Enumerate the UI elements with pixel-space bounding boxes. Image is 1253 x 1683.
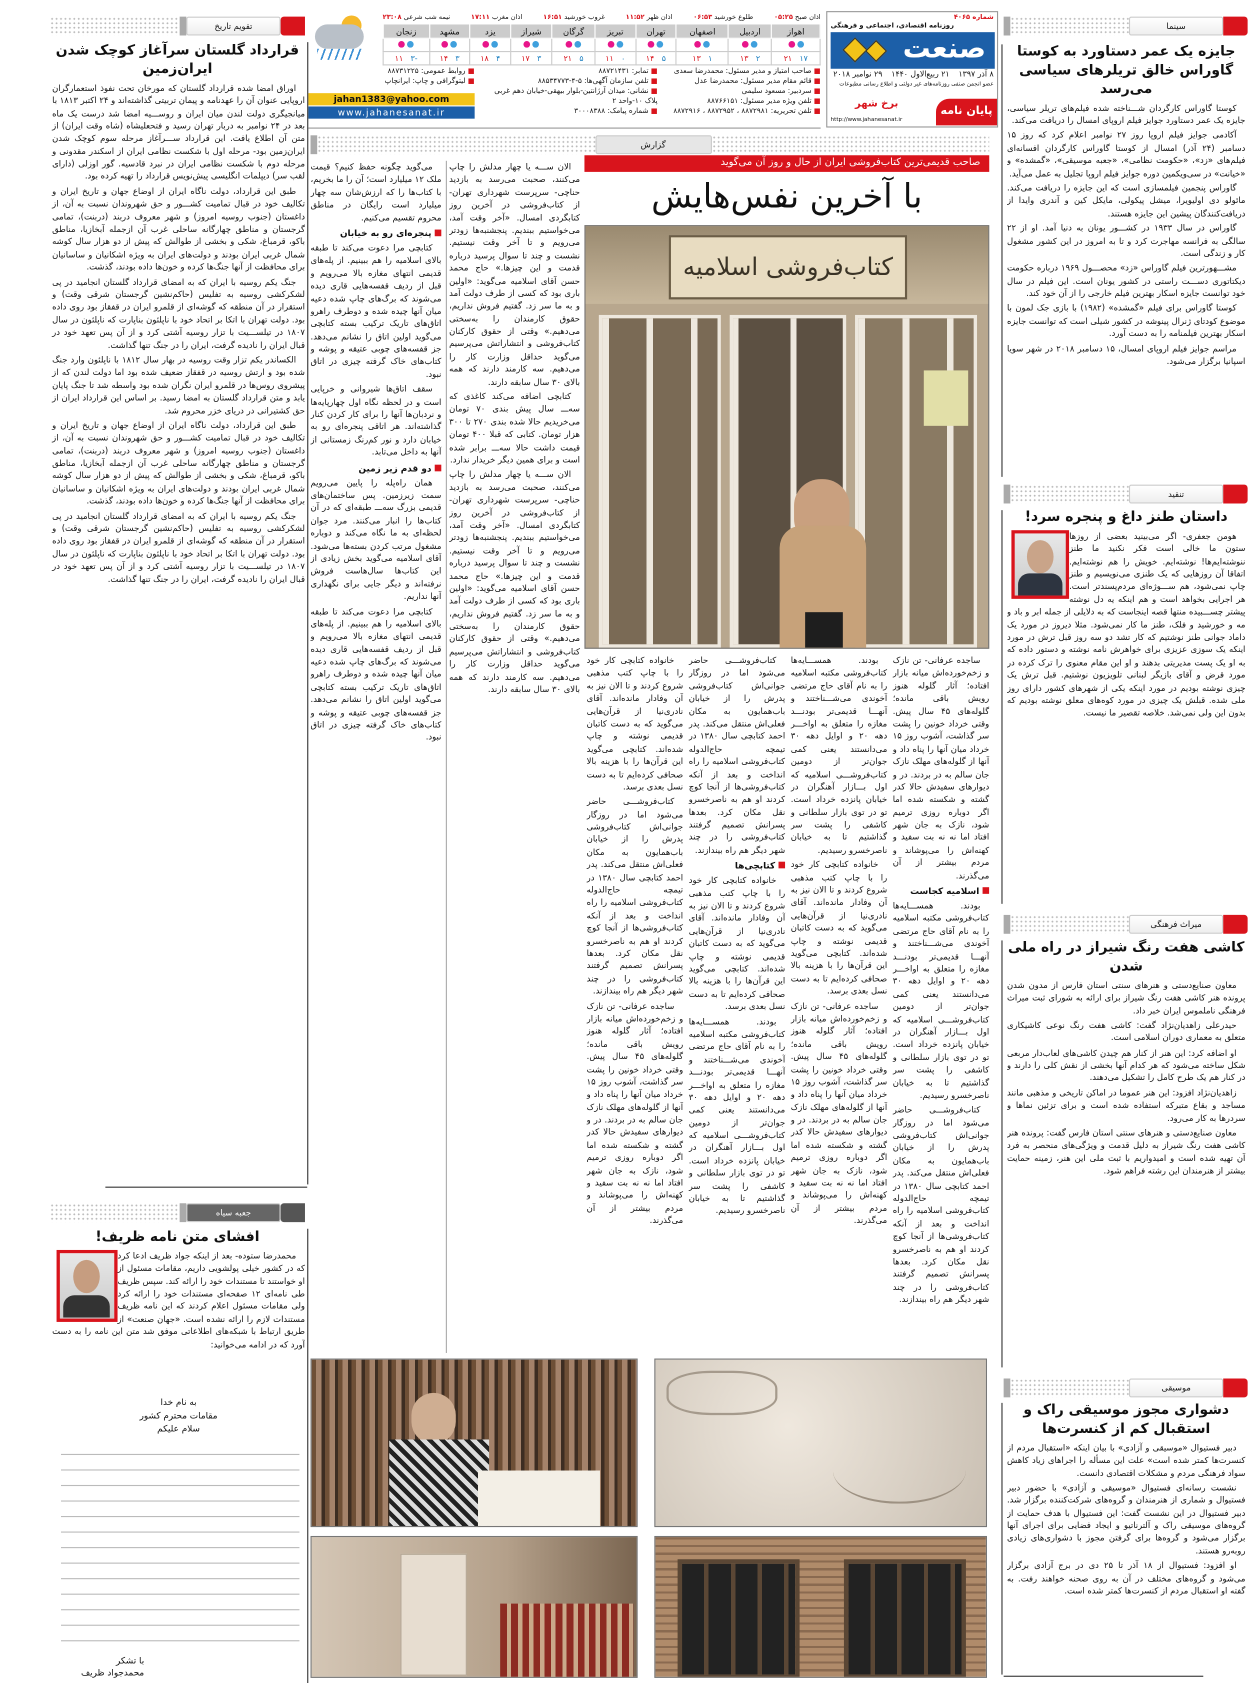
tagline: روزنامه اقتصادی، اجتماعی و فرهنگی: [830, 22, 954, 30]
sun-icon: [524, 40, 531, 47]
blank-letter-lines: [61, 1439, 299, 1641]
section-tab-cinema: [1004, 17, 1248, 36]
section-tab-music: [1004, 1378, 1248, 1397]
contact-box-2: ■ روابط عمومی: ۸۸۷۳۱۲۲۵ ■ لیتوگرافی و چاپ: ایرانچاپ: [308, 67, 474, 87]
letter-signature: با تشکر محمدجواد ظریف: [80, 1655, 145, 1679]
satire-headline: داستان طنز داغ و پنجره سرد!: [1024, 507, 1228, 525]
subheading: دو قدم زیر زمین: [311, 462, 442, 475]
sun-icon: [742, 40, 749, 47]
report-headline: با آخرین نفس‌هایش: [651, 177, 923, 217]
heritage-article-block: [1007, 938, 1245, 1367]
snow-icon: [532, 40, 539, 47]
weather-icons: [383, 38, 429, 51]
license-note: عضو انجمن صنفی روزنامه‌های غیر دولتی و اطلاع رسانی مطبوعات: [839, 80, 994, 88]
weather-icons: [729, 38, 772, 51]
section-tab-blackbox: [50, 1203, 305, 1222]
section-tab-satire: [1004, 485, 1248, 504]
satire-article: هومن جعفری- اگر می‌بینید بعضی از روزها ستون ما خالی است فکر نکنید ما طنز ننوشته‌ایم‌ها! نوشته‌ایم. خویش را هم نوشته‌ایم. اتفاقا آن روزهایی که یک طنزی می‌نویسیم و طنز چاپ نمی‌شود، هم ســـوژه‌ای مردم‌پسندتر است. هر اجرایی بخواهد است و هم اینکه یه دل نوشته پیشتر چســـبیده منتها قصه اینجاست که به دلایلی از جمله ابر و باد و مه و خورشید و فلک، طنز ما کار نمی‌شود. مثلا دیروز در مورد یک داماد جوانی طنز نوشتیم که کار تشد دو سه روز قبل ترش در مورد اینکه یک سوزی عزیزی برای خواهرش نامه نوشته و دستور داده که به او یک پست مدیریتی بدهند و او این مقام معنوی را ترک کرده در مورد قرض و آقای بازیگر لبنانی تلویزیون نوشتیم. قبل ترش یک چیزی نوشته بودیم در مورد اینکه یکی از شهرهای کشور دارای روز ملی شده. قبلش یک چیزی در مورد کوه‌های معلق نوشته بودیم که بدون این ولی نمی‌شد. خلاصه تقصیر ما نیست.: [1006, 531, 1246, 718]
sun-icon: [483, 40, 490, 47]
report-column-6: خانواده کتابچی کار خود را با چاپ کتب مذهبی شروع کردند و تا الان نیز به آن وفادار مانده‌اند. آقای نادری‌نیا از قرآن‌هایی می‌گوید که به دست کاتبان قدیمی نوشته و چاپ شده‌اند. کتابچی می‌گوید این قرآن‌ها را با هزینه بالا صحافی کرده‌ایم تا به دست نسل بعدی برسد. کتاب‌فروشـــی حاضر می‌شود اما در روزگار جوانی‌اش کتاب‌فروشی پدرش را از خیابان باب‌همایون به مکان فعلی‌اش منتقل می‌کند. پدر احمد کتابچی سال ۱۳۸۰ در تیمچه حاج‌الدوله کتاب‌فروشی اسلامیه را راه انداخت و بعد از آنکه کتاب‌فروشی‌ها از آنجا کوچ کردند او هم به ناصرخسرو نقل مکان کرد. بعدها پسرانش تصمیم گرفتند کتاب‌فروشی را در چند شهر دیگر هم راه بیندازند. ساجده عرفانی- تن نازک و زخم‌خورده‌اش میانه بازار افتاده؛ آثار گلوله هنوز رویش باقی مانده؛ گلوله‌های ۴۵ سال پیش. وقتی خرداد خونین را پشت سر گذاشت، آشوب روز ۱۵ خرداد میان آنها را پناه داد و آنها از گلوله‌های مهلک نازک جان سالم به در بردند. در و دیوارهای سفیدش حالا کدر گشته و شکسته شده اما اگر دوباره روزی ترمیم شود، نازک به جان شهر افتاد اما نه نه بت سفید و کهنه‌اش را می‌پوشاند و مردم بیشتر از آن می‌گذرند.: [586, 655, 684, 1226]
storage-room-photo: [311, 1536, 638, 1678]
history-article-block: [50, 41, 305, 1184]
issue-number: شماره ۴۰۶۵: [953, 13, 994, 22]
author-photo: [1011, 530, 1069, 599]
weather-icons: [676, 38, 728, 51]
weather-temps: ۰ ۱۱: [595, 52, 636, 65]
weather-icon-snow: [308, 13, 379, 62]
subheading: کتابچی‌ها: [689, 860, 785, 873]
weather-city: یزد: [470, 24, 511, 38]
snow-icon: [703, 40, 710, 47]
snow-icon: [797, 40, 804, 47]
sun-icon: [442, 40, 449, 47]
section-label: تقویم تاریخ: [186, 17, 280, 36]
weather-city: تبریز: [595, 24, 636, 38]
snow-icon: [751, 40, 758, 47]
history-article: اوراق امضا شده قرارداد گلستان که مورخان تحت نفوذ استعمارگران اروپایی عنوان آن را عهدنامه و پیمان تربیتی گذاشته‌اند و ۲۴ اکتبر ۱۸۱۳ با میانجیگری دولت لندن میان ایران و روســـیه امضا شد درست یک ماه بعد در ۲۴ نوامبر به دربار تهران رسید و فتحعلیشاه (شاه وقت ایران) از متن آن اطلاع یافت. این قرارداد ســـرآغاز مرحله سوم کوچک شدن ایران‌زمین بود- مرحله اول با شکست نظامی ایران از اسکندر مقدونی و مرحله دوم با شکست نظامی ایران در نبرد قادسیه. گور اوزلی (دارای لقب سر) دیپلمات انگلیسی پیش‌نویس قرارداد را تهیه کرده بود. طبق این قرارداد، دولت ناگاه ایران از اوضاع جهان و تاریخ ایران و تکالیف خود در قبال تمامیت کشـــور و حق شهروندان نسبت به آن، از داغستان (جنوب روسیه امروز) و شهر معروف دربند (دربنت)، تمامی گرجستان و مناطق چهارگانه ساحلی غرب آن ازجمله آبخازیا، مناطق باکو، قرمباغ، شکی و بخشی از طوالش که پیش از دو هزار سال کوشه شمال غربی ایران بودند و دولت‌های ایران به ویژه اشکانیان و ساسانیان برای محافظت از آنها جنگ‌ها کرده و خون‌ها داده بودند، گذشت. جنگ یکم روسیه با ایران که به امضای قرارداد گلستان انجامید در پی لشکرکشی روسیه به تفلیس (حاکم‌نشین گرجستان شرقی وقت) و استقرار در آن منطقه که گوشه‌ای از قلمرو ایران در قفقاز بود روی داده بود. دولت تهران با اتکا بر اتحاد خود با ناپلئون بناپارت که ناپلئون در سال ۱۸۰۷ در تیلســـیت با تزار روسیه آشتی کرد و از آن پس تعهد خود در قبال ایران را نادیده گرفت، ایران را در جنگ تنها گذاشت. الکساندر یکم تزار وقت روسیه در بهار سال ۱۸۱۲ با ناپلئون وارد جنگ شده بود و ارتش روسیه در قفقاز ضعیف شده بود اما دولت لندن که از پیشروی روس‌ها در قلمرو ایران نگران شده بود واسطه شد تا جنگ پایان یابد و متن قرارداد گلستان به امضا رسید. بر اساس این قرارداد ایران از حق کشتیرانی در دریای خزر محروم شد. طبق این قرارداد، دولت ناگاه ایران از اوضاع جهان و تاریخ ایران و تکالیف خود در قبال تمامیت کشـــور و حق شهروندان نسبت به آن، از داغستان (جنوب روسیه امروز) و شهر معروف دربند (دربنت)، تمامی گرجستان و مناطق چهارگانه ساحلی غرب آن ازجمله آبخازیا، مناطق باکو، قرمباغ، شکی و بخشی از طوالش که پیش از دو هزار سال کوشه شمال غربی ایران بودند و دولت‌های ایران به ویژه اشکانیان و ساسانیان برای محافظت از آنها جنگ‌ها کرده و خون‌ها داده بودند، گذشت. جنگ یکم روسیه با ایران که به امضای قرارداد گلستان انجامید در پی لشکرکشی روسیه به تفلیس (حاکم‌نشین گرجستان شرقی وقت) و استقرار در آن منطقه که گوشه‌ای از قلمرو ایران در قفقاز بود روی داده بود. دولت تهران با اتکا بر اتحاد خود با ناپلئون بناپارت که ناپلئون در سال ۱۸۰۷ در تیلســـیت با تزار روسیه آشتی کرد و از آن پس تعهد خود در قبال ایران را نادیده گرفت، ایران را در جنگ تنها گذاشت.: [52, 82, 305, 584]
report-kicker: صاحب قدیمی‌ترین کتاب‌فروشی ایران از حال و روز آن می‌گوید: [584, 155, 989, 172]
snow-icon: [657, 40, 664, 47]
masthead: [826, 11, 998, 127]
blackbox-headline: افشای متن نامه ظریف!: [95, 1227, 260, 1245]
prayer-times: اذان صبح ۰۵:۲۵ طلوع خورشید ۰۶:۵۳ اذان ظهر ۱۱:۵۲ غروب خورشید ۱۶:۵۱ اذان مغرب ۱۷:۱۱ نیمه شب شرعی ۲۳:۰۸: [382, 13, 821, 22]
weather-temps: ۳ ۱۴: [429, 52, 470, 65]
report-column-4: بودند. همســـایه‌ها کتاب‌فروشی مکتبه اسلامیه را به نام آقای حاج مرتضی آخوندی می‌شـــناختند و آنهـــا قدیمی‌تر بودنـــد مغازه را متعلق به اواخـــر دهه ۲۰ و اوایل دهه ۳۰ می‌دانستند یعنی کمی جوان‌تر از دومین کتاب‌فروشـــی اسلامیه که اول بـــازار آهنگران در خیابان پانزده خرداد است. تو در توی بازار سلطانی و کاشفی را پشت سر گذاشتیم تا به خیابان ناصرخسرو رسیدیم. خانواده کتابچی کار خود را با چاپ کتب مذهبی شروع کردند و تا الان نیز به آن وفادار مانده‌اند. آقای نادری‌نیا از قرآن‌هایی می‌گوید که به دست کاتبان قدیمی نوشته و چاپ شده‌اند. کتابچی می‌گوید این قرآن‌ها را با هزینه بالا صحافی کرده‌ایم تا به دست نسل بعدی برسد. ساجده عرفانی- تن نازک و زخم‌خورده‌اش میانه بازار افتاده؛ آثار گلوله هنوز رویش باقی مانده؛ گلوله‌های ۴۵ سال پیش. وقتی خرداد خونین را پشت سر گذاشت، آشوب روز ۱۵ خرداد میان آنها را پناه داد و آنها از گلوله‌های مهلک نازک جان سالم به در بردند. در و دیوارهای سفیدش حالا کدر گشته و شکسته شده اما اگر دوباره روزی ترمیم شود، نازک به جان شهر افتاد اما نه نه بت سفید و کهنه‌اش را می‌پوشاند و مردم بیشتر از آن می‌گذرند.: [790, 655, 888, 1226]
weather-temps: -۳ ۱۱: [383, 52, 429, 65]
email-banner[interactable]: jahan1383@yahoo.com: [308, 93, 474, 105]
weather-icons: [552, 38, 595, 51]
weather-temps: ۴ ۱۸: [470, 52, 511, 65]
sun-icon: [398, 40, 405, 47]
section-label: گزارش: [595, 135, 711, 154]
snow-icon: [575, 40, 582, 47]
snow-icon: [616, 40, 623, 47]
weather-temps: ۲ ۱۳: [729, 52, 772, 65]
contact-box: ■ تمابر: ۸۸۷۲۱۴۳۱ ■ تلفن سازمان آگهی‌ها: ۵-۴-۸۸۵۳۴۷۷۳ ■ نشانی: میدان آرژانتین-بلوار بیهقی-خیابان دهم غربی پلاک ۱۰-واحد ۲ ■ شماره پیامک: ۳۰۰۰۸۳۸۸: [480, 67, 657, 117]
satire-article-block: [1007, 508, 1245, 904]
website-link[interactable]: http://www.jahanesanat.ir: [830, 116, 903, 124]
snow-icon: [451, 40, 458, 47]
old-windows-photo: [654, 1536, 987, 1678]
section-label: میراث فرهنگی: [1129, 915, 1223, 934]
snow-icon: [407, 40, 414, 47]
report-column-2: می‌گوید چگونه حفظ کنیم؟ قیمت ملک ۱۲ میلیارد است؛ آن را ما بخریم، با کتاب‌ها را که ارزش‌شان سه چهار میلیارد است رایگان در مناطق محروم تقسیم می‌کنیم. پنجره‌ای رو به خیابان کتابچی مرا دعوت می‌کند تا طبقه بالای اسلامیه را هم ببینیم. از پله‌های قدیمی انتهای مغازه بالا می‌رویم و قبل از ردیف قفسه‌هایی قاری دیده می‌شوند که برگ‌های چاپ شده دعیه میان آنها چیده شده و دوطرف راهرو اتاق‌های تاریک ترکیب بسته کتابچی می‌گوید اولین اتاق را نشانم می‌دهد. جز قفسه‌های چوبی عتیقه و پوشه و کتاب‌های خاک گرفته چیزی در اتاق نبود. سقف اتاق‌ها شیروانی و خرپایی است و در لحظه نگاه اول چهارپایه‌ها و نردبان‌ها آنها را برای کار کردن کنار گذاشته‌اند. هر اتاقی پنجره‌ای رو به خیابان دارد و نور کم‌رنگ زمستانی از آنها به داخل می‌تابد. دو قدم زیر زمین همان راه‌پله را پایین می‌رویم سمت زیرزمین. پس ساختمان‌های قدیمی بزرگ سه‌ـــ طبقه‌ای که در آن کتاب‌ها را انبار می‌کنند. مرد جوان لحظه‌ای به ما نگاه می‌کند و دوباره مشغول مرتب کردن بسته‌ها می‌شود. آقای اسلامیه می‌گوید بخش زیادی از این کتاب‌ها سال‌هاست فروش نرفته‌اند و دیگر جایی برای نگهداری آنها نداریم. کتابچی مرا دعوت می‌کند تا طبقه بالای اسلامیه را هم ببینیم. از پله‌های قدیمی انتهای مغازه بالا می‌رویم و قبل از ردیف قفسه‌هایی قاری دیده می‌شوند که برگ‌های چاپ شده دعیه میان آنها چیده شده و دوطرف راهرو اتاق‌های تاریک ترکیب بسته کتابچی می‌گوید اولین اتاق را نشانم می‌دهد. جز قفسه‌های چوبی عتیقه و پوشه و کتاب‌های خاک گرفته چیزی در اتاق نبود.: [310, 161, 442, 743]
weather-city: اردبیل: [729, 24, 772, 38]
heritage-headline: کاشی هفت رنگ شیراز در راه ملی شدن: [1007, 938, 1245, 974]
author-photo: [57, 1250, 118, 1322]
music-headline: دشواری مجوز موسیقی راک و استقبال کم از کنسرت‌ها: [1023, 1400, 1229, 1437]
bookstore-sign: کتاب‌فروشی اسلامیه: [669, 235, 907, 299]
cracked-ceiling-photo: [654, 1359, 987, 1528]
weather-temps: ۵ ۲۱: [552, 52, 595, 65]
weather-icons: [470, 38, 511, 51]
heritage-article: معاون صنایع‌دستی و هنرهای سنتی استان فارس از مدون شدن پرونده هنر کاشی هفت رنگ شیراز برای ارائه به شورای ثبت میراث فرهنگی ناملموس ایران خبر داد. حیدرعلی زاهدیان‌نژاد گفت: کاشی هفت رنگ نوعی کاشیکاری متعلق به معماری دوران اسلامی است. او اضافه کرد: این هنر از کنار هم چیدن کاشی‌های لعاب‌دار مربعی شکل ساخته می‌شود که هر کدام آنها بخشی از نقش کلی را دارند و در کنار هم یک طرح کامل را تشکیل می‌دهند. زاهدیان‌نژاد افزود: این هنر عموما در اماکن تاریخی و مذهبی مانند مساجد و بقاع متبرکه استفاده شده است و برای تزئین نماها و سردرها به کار می‌رود. معاون صنایع‌دستی و هنرهای سنتی استان فارس گفت: پرونده هنر کاشی هفت رنگ شیراز به دلیل قدمت و ویژگی‌های منحصر به فرد آن تهیه شده است و امیدواریم با ثبت ملی این هنر، زمینه حمایت بیشتر از هنرمندان این رشته فراهم شود.: [1006, 980, 1246, 1176]
weather-city: گرگان: [552, 24, 595, 38]
date-hijri: ۲۱ ربیع‌الاول ۱۴۴۰: [891, 69, 950, 79]
weather-temps: ۵ ۱۴: [636, 52, 677, 65]
section-tab-report: [311, 135, 990, 154]
music-article: دبیر فستیوال «موسیقی و آزادی» با بیان اینکه «استقبال مردم از کنسرت‌ها کمتر شده است» علت این مسأله را اجراهای زیاد کاهش سواد فرهنگی مردم و مشکلات اقتصادی دانست. نشست رسانه‌ای فستیوال «موسیقی و آزادی» با حضور دبیر فستیوال و شماری از هنرمندان و گروه‌های شرکت‌کننده برگزار شد. دبیر فستیوال در این نشست گفت: این فستیوال با هدف حمایت از گروه‌های موسیقی راک و آلترناتیو و ایجاد فضایی برای اجرای آنها برگزار می‌شود و گروه‌ها برای گرفتن مجوز با دشواری‌های زیادی روبه‌رو هستند. او افزود: فستیوال از ۱۸ آذر تا ۲۵ دی در برج آزادی برگزار می‌شود و گروه‌های مختلف در آن به روی صحنه خواهند رفت. به گفته او استقبال مردم از کنسرت‌ها کمتر شده است.: [1006, 1442, 1246, 1596]
cinema-article-block: [1007, 42, 1245, 477]
sun-icon: [608, 40, 615, 47]
sun-icon: [648, 40, 655, 47]
subheading: پنجره‌ای رو به خیابان: [311, 227, 442, 240]
weather-icons: [511, 38, 552, 51]
section-label: تنقید: [1129, 485, 1223, 504]
snow-icon: [491, 40, 498, 47]
weather-icons: [595, 38, 636, 51]
letter-opening: به نام خدا مقامات محترم کشور سلام علیکم: [139, 1397, 218, 1434]
weather-temps: ۳ ۱۷: [511, 52, 552, 65]
staff-box: ■ صاحب امتیاز و مدیر مسئول: محمدرضا سعدی ■ قائم مقام مدیر مسئول: محمدرضا عدل ■ سردبیر: مسعود سلیمی ■ تلفن ویژه مدیر مسئول: ۸۸۷۶۶۱۵۱ ■ تلفن تحریریه: ۸۸۷۲۹۸۱ ، ۸۸۷۲۹۵۲ ، ۸۸۷۲۹۱۶: [661, 67, 821, 117]
weather-icons: [771, 38, 820, 51]
cinema-article: کوستا گاوراس کارگردان شـــناخته شده فیلم‌های تریلر سیاسی، جایزه یک عمر دستاورد جوایز فیلم اروپای امسال را دریافت می‌کند. آکادمی جوایز فیلم اروپا روز ۲۷ نوامبر اعلام کرد که روز ۱۵ دسامبر (۲۴ آذر) امسال از کوستا گاوراس کارگردان افسانه‌ای فیلم‌های «زد»، «حکومت نظامی»، «جعبه موسیقی»، «گمشده» و «خیانت» در سی‌ویکمین دوره جوایز فیلم اروپا تجلیل به عمل می‌آید. گاوراس پنجمین فیلمسازی است که این جایزه را دریافت می‌کند. مائولو دی اولیویرا، میشل پیکولی، مایکل کین و آندری وایدا از دریافت‌کنندگان پیشین این جایزه هستند. گاوراس در سال ۱۹۳۳ در کشـــور یونان به دنیا آمد. او از ۲۲ سالگی به فرانسه مهاجرت کرد و تا به امروز در این کشور مشغول کار و زندگی است. مشـــهورترین فیلم گاوراس «زد» محصـــول ۱۹۶۹ درباره حکومت دیکتاتوری دســـت راستی در کشور یونان است. این فیلم در سال خود توانست جایزه اسکار بهترین فیلم خارجی را از آن خود کند. کوستا گاوراس برای فیلم «گمشده» (۱۹۸۲) با بازی جک لمون با موضوع کودتای ژنرال پینوشه در کشور شیلی است که توانست جایزه اسکار بهترین فیلمنامه را به دست آورد. مراسم جوایز فیلم اروپای امسال، ۱۵ دسامبر ۲۰۱۸ در شهر سویا اسپانیا برگزار می‌شود.: [1006, 102, 1246, 367]
weather-table: [383, 23, 821, 65]
website-banner[interactable]: www.jahanesanat.ir: [308, 106, 474, 118]
sun-icon: [695, 40, 702, 47]
blackbox-article: محمدرضا ستوده- بعد از اینکه جواد ظریف ادعا کرد که در کشور خیلی پولشویی داریم، مقامات مسئول از او خواستند تا مستندات خود را ارائه کند. سپس ظریف طی نامه‌ای ۱۲ صفحه‌ای مستندات خود را ارائه کرد ولی مقامات مسئول اعلام کردند که این نامه ظریف مستندات لازم را ارائه نشده است. «جهان صنعت» از طریق ارتباط با شبکه‌های اطلاعاتی موفق شد متن این نامه را به دست آورد که در ادامه می‌خوانید:: [52, 1250, 305, 1350]
weather-temps: ۱ ۱۳: [676, 52, 728, 65]
section-label: جعبه سیاه: [186, 1203, 280, 1222]
weather-icons: [429, 38, 470, 51]
cinema-headline: جایزه یک عمر دستاورد به کوستا گاوراس خالق تریلرهای سیاسی می‌رسد: [1017, 42, 1236, 97]
weather-city: زنجان: [383, 24, 429, 38]
report-column-5: کتاب‌فروشـــی حاضر می‌شود اما در روزگار جوانی‌اش کتاب‌فروشی پدرش را از خیابان باب‌همایون به مکان فعلی‌اش منتقل می‌کند. پدر احمد کتابچی سال ۱۳۸۰ در تیمچه حاج‌الدوله کتاب‌فروشی اسلامیه را راه انداخت و بعد از آنکه کتاب‌فروشی‌ها از آنجا کوچ کردند او هم به ناصرخسرو نقل مکان کرد. بعدها پسرانش تصمیم گرفتند کتاب‌فروشی را در چند شهر دیگر هم راه بیندازند. کتابچی‌ها خانواده کتابچی کار خود را با چاپ کتب مذهبی شروع کردند و تا الان نیز به آن وفادار مانده‌اند. آقای نادری‌نیا از قرآن‌هایی می‌گوید که به دست کاتبان قدیمی نوشته و چاپ شده‌اند. کتابچی می‌گوید این قرآن‌ها را با هزینه بالا صحافی کرده‌ایم تا به دست نسل بعدی برسد. بودند. همســـایه‌ها کتاب‌فروشی مکتبه اسلامیه را به نام آقای حاج مرتضی آخوندی می‌شـــناختند و آنهـــا قدیمی‌تر بودنـــد مغازه را متعلق به اواخـــر دهه ۲۰ و اوایل دهه ۳۰ می‌دانستند یعنی کمی جوان‌تر از دومین کتاب‌فروشـــی اسلامیه که اول بـــازار آهنگران در خیابان پانزده خرداد است. تو در توی بازار سلطانی و کاشفی را پشت سر گذاشتیم تا به خیابان ناصرخسرو رسیدیم.: [688, 655, 786, 1216]
page-badge: پایان نامه: [936, 99, 997, 126]
bookstore-photo: [584, 225, 989, 649]
section-label: سینما: [1129, 17, 1223, 36]
section-tab-history: [50, 17, 305, 36]
subheading: اسلامیه کجاست: [893, 885, 989, 898]
music-article-block: [1007, 1401, 1245, 1673]
report-column-3: ساجده عرفانی- تن نازک و زخم‌خورده‌اش میانه بازار افتاده؛ آثار گلوله هنوز رویش باقی مانده؛ گلوله‌های ۴۵ سال پیش. وقتی خرداد خونین را پشت سر گذاشت، آشوب روز ۱۵ خرداد میان آنها را پناه داد و آنها از گلوله‌های مهلک نازک جان سالم به در بردند. در و دیوارهای سفیدش حالا کدر گشته و شکسته شده اما اگر دوباره روزی ترمیم شود، نازک به جان شهر افتاد اما نه نه بت سفید و کهنه‌اش را می‌پوشاند و مردم بیشتر از آن می‌گذرند. اسلامیه کجاست بودند. همســـایه‌ها کتاب‌فروشی مکتبه اسلامیه را به نام آقای حاج مرتضی آخوندی می‌شـــناختند و آنهـــا قدیمی‌تر بودنـــد مغازه را متعلق به اواخـــر دهه ۲۰ و اوایل دهه ۳۰ می‌دانستند یعنی کمی جوان‌تر از دومین کتاب‌فروشـــی اسلامیه که اول بـــازار آهنگران در خیابان پانزده خرداد است. تو در توی بازار سلطانی و کاشفی را پشت سر گذاشتیم تا به خیابان ناصرخسرو رسیدیم. کتاب‌فروشـــی حاضر می‌شود اما در روزگار جوانی‌اش کتاب‌فروشی پدرش را از خیابان باب‌همایون به مکان فعلی‌اش منتقل می‌کند. پدر احمد کتابچی سال ۱۳۸۰ در تیمچه حاج‌الدوله کتاب‌فروشی اسلامیه را راه انداخت و بعد از آنکه کتاب‌فروشی‌ها از آنجا کوچ کردند او هم به ناصرخسرو نقل مکان کرد. بعدها پسرانش تصمیم گرفتند کتاب‌فروشی را در چند شهر دیگر هم راه بیندازند.: [892, 655, 990, 1305]
insert-logo: برخ شهر: [855, 98, 899, 110]
newspaper-logo: صنعت: [831, 32, 995, 69]
sun-icon: [788, 40, 795, 47]
weather-city: شیراز: [511, 24, 552, 38]
history-headline: قرارداد گلستان سرآغاز کوچک شدن ایران‌زمین: [55, 41, 300, 77]
sun-icon: [566, 40, 573, 47]
weather-temps: ۱۷ ۲۱: [771, 52, 820, 65]
date-gregorian: ۲۹ نوامبر ۲۰۱۸: [833, 69, 883, 79]
report-column-1: الان ســـه یا چهار مدلش را چاپ می‌کنند، صحبت می‌رسد به بازدید حناچی- سرپرست شهرداری تهران- از کتاب‌فروشی در آخرین روز کتابگردی امسال. «آخر وقت آمد، می‌خواستیم ببندیم. پنجشنبه‌ها زودتر می‌رویم و تا آخر وقت نیستیم. نشست و چند تا سوال پرسید درباره قدمت و این چیزها.» حاج محمد حسن آقای اسلامیه می‌گوید: «اولین باری بود که کسی از طرف دولت آمد و به ما سر زد. گفتیم فروش نداریم، حقوق کارمندان را به‌سختی می‌دهیم.» وقتی از حقوق کارکنان کتاب‌فروشی و انتشاراتش می‌پرسیم می‌گوید حداقل وزارت کار را می‌دهیم. سه کارمند دارند که همه بالای ۳۰ سال سابقه دارند. کتابچی اضافه می‌کند کاغذی که سه‌ـــ سال پیش بندی ۷۰ تومان می‌خریدیم حالا شده بندی ۲۷۰ تا ۳۰۰ هزار تومان. کتابی که قبلا ۴۰۰ تومان قیمت داشت حالا سه‌ـــ برابر شده است و برای همین دیگر خریدار ندارد. الان ســـه یا چهار مدلش را چاپ می‌کنند، صحبت می‌رسد به بازدید حناچی- سرپرست شهرداری تهران- از کتاب‌فروشی در آخرین روز کتابگردی امسال. «آخر وقت آمد، می‌خواستیم ببندیم. پنجشنبه‌ها زودتر می‌رویم و تا آخر وقت نیستیم. نشست و چند تا سوال پرسید درباره قدمت و این چیزها.» حاج محمد حسن آقای اسلامیه می‌گوید: «اولین باری بود که کسی از طرف دولت آمد و به ما سر زد. گفتیم فروش نداریم، حقوق کارمندان را به‌سختی می‌دهیم.» وقتی از حقوق کارکنان کتاب‌فروشی و انتشاراتش می‌پرسیم می‌گوید حداقل وزارت کار را می‌دهیم. سه کارمند دارند که همه بالای ۳۰ سال سابقه دارند.: [449, 161, 581, 695]
weather-city: اصفهان: [676, 24, 728, 38]
weather-city: تهران: [636, 24, 677, 38]
date-persian: ۸ آذر ۱۳۹۷: [958, 69, 994, 79]
section-tab-heritage: [1004, 915, 1248, 934]
blackbox-article-block: [50, 1228, 305, 1394]
weather-icons: [636, 38, 677, 51]
weather-city: مشهد: [429, 24, 470, 38]
section-label: موسیقی: [1129, 1378, 1223, 1397]
bookseller-reading-photo: [311, 1359, 638, 1528]
weather-city: اهواز: [771, 24, 820, 38]
